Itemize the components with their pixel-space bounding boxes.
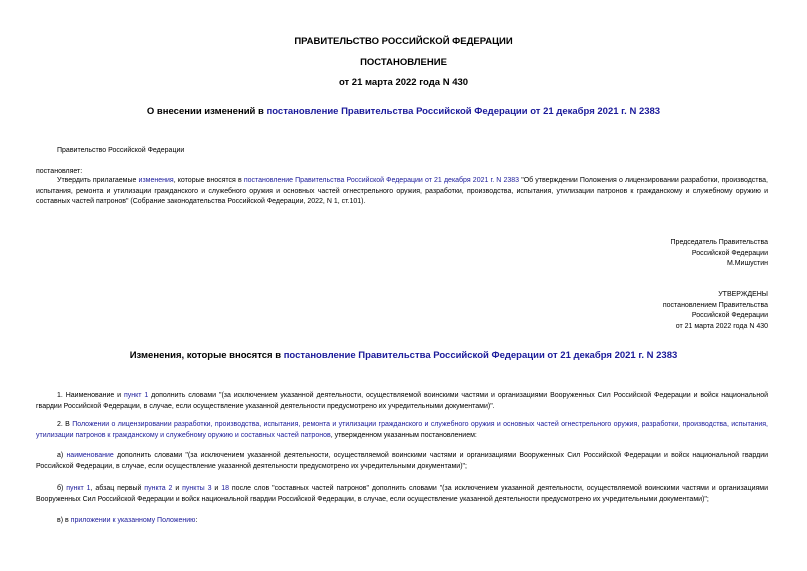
government-heading: ПРАВИТЕЛЬСТВО РОССИЙСКОЙ ФЕДЕРАЦИИ <box>294 36 513 47</box>
changes-decree-link[interactable]: постановление Правительства Российской Федерации от 21 декабря 2021 г. N 2383 <box>283 350 678 361</box>
approved-by: постановлением Правительства <box>662 301 768 309</box>
item-b-link-4[interactable]: 18 <box>221 485 229 492</box>
item-a-link[interactable]: наименование <box>66 452 114 459</box>
item-b-link-3[interactable]: пункты 3 <box>182 485 212 492</box>
item-2-text-a: 2. В <box>57 421 73 428</box>
item-2-text-b: , утвержденном указанным постановлением: <box>330 431 477 439</box>
item-b <box>36 484 768 505</box>
preamble-resolves: постановляет: <box>36 168 83 175</box>
item-b-text-b: , абзац первый <box>90 485 145 492</box>
item-2-regulation-link[interactable]: Положении о лицензировании разработки, производства, испытания, ремонта и утилизации гражданского и служебного оружия и основных частей огнестрельного оружия, разработки, производства, испытания, утилизации патронов к гражданскому и служебному оружию и составных частей патронов <box>36 421 768 439</box>
item-b-text-c: и <box>172 485 183 492</box>
approve-decree-link[interactable]: постановление Правительства Российской Федерации от 21 декабря 2021 г. N 2383 <box>243 177 520 184</box>
signature-name: М.Мишустин <box>726 260 768 267</box>
item-1-text-b: дополнить словами "(за исключением указанной деятельности, осуществляемой воинскими частями и организациями Вооруженных Сил Российской Федерации и войск национальной гвардии Российской Федерации, в случае, если осуществление указанной деятельности предусмотрено их учредительными документами)". <box>36 392 768 410</box>
title-decree-link[interactable]: постановление Правительства Российской Федерации от 21 декабря 2021 г. N 2383 <box>266 106 661 117</box>
approved-date: от 21 марта 2022 года N 430 <box>675 322 768 330</box>
item-2 <box>36 420 768 441</box>
item-v-text-a: в) в <box>57 517 71 524</box>
document-date-number: от 21 марта 2022 года N 430 <box>338 77 469 88</box>
document-title <box>0 106 807 117</box>
item-a-text-a: а) <box>57 452 67 459</box>
approved-block <box>663 290 768 332</box>
document-title-prefix: О внесении изменений в <box>146 106 267 117</box>
signature-country: Российской Федерации <box>691 249 768 257</box>
item-v-link[interactable]: приложении к указанному Положению <box>70 517 196 524</box>
signature-title: Председатель Правительства <box>670 239 768 246</box>
item-a-text-b: дополнить словами "(за исключением указанной деятельности, осуществляемой воинскими частями и организациями Вооруженных Сил Российской Федерации и войск национальной гвардии Российской Федерации, в случае, если осуществление указанной деятельности предусмотрено их учредительными документами)"; <box>36 452 769 470</box>
approved-country: Российской Федерации <box>691 312 768 319</box>
approve-changes-link[interactable]: изменения <box>138 177 174 184</box>
item-b-text-e: после слов "составных частей патронов" дополнить словами "(за исключением указанной деятельности, осуществляемой воинскими частями и организациями Вооруженных Сил Российской Федерации и войск национальной гвардии Российской Федерации, в случае, если осуществление указанной деятельности предусмотрено их учредительными документами)"; <box>36 485 769 503</box>
changes-title <box>0 350 807 361</box>
changes-title-prefix: Изменения, которые вносятся в <box>129 350 284 361</box>
document-type: ПОСТАНОВЛЕНИЕ <box>360 57 447 68</box>
item-b-text-d: и <box>211 485 222 492</box>
approve-text-1: Утвердить прилагаемые <box>57 177 139 184</box>
item-v <box>36 516 768 527</box>
item-b-text-a: б) <box>57 485 67 492</box>
preamble-government: Правительство Российской Федерации <box>57 147 185 154</box>
approve-text-3: "Об утверждении Положения о лицензировании разработки, производства, испытания, ремонта и утилизации гражданского и служебного оружия и основных частей огнестрельного оружия, разработки, производства, испытания, утилизации патронов к гражданскому и служебному оружию и составных частей патронов" (Собрание законодательства Российской Федерации, 2022, N 1, ст.101). <box>36 177 768 205</box>
item-1-link[interactable]: пункт 1 <box>123 392 149 399</box>
item-a <box>36 451 768 472</box>
item-1 <box>36 391 768 412</box>
signature-block <box>671 238 768 270</box>
item-b-link-2[interactable]: пункта 2 <box>144 485 173 492</box>
item-1-text-a: 1. Наименование и <box>57 392 124 399</box>
item-b-link-1[interactable]: пункт 1 <box>66 485 91 492</box>
approved-heading: УТВЕРЖДЕНЫ <box>718 291 768 298</box>
approve-text-2: , которые вносятся в <box>173 177 244 184</box>
item-v-text-b: : <box>195 517 198 524</box>
approve-paragraph <box>36 176 768 208</box>
